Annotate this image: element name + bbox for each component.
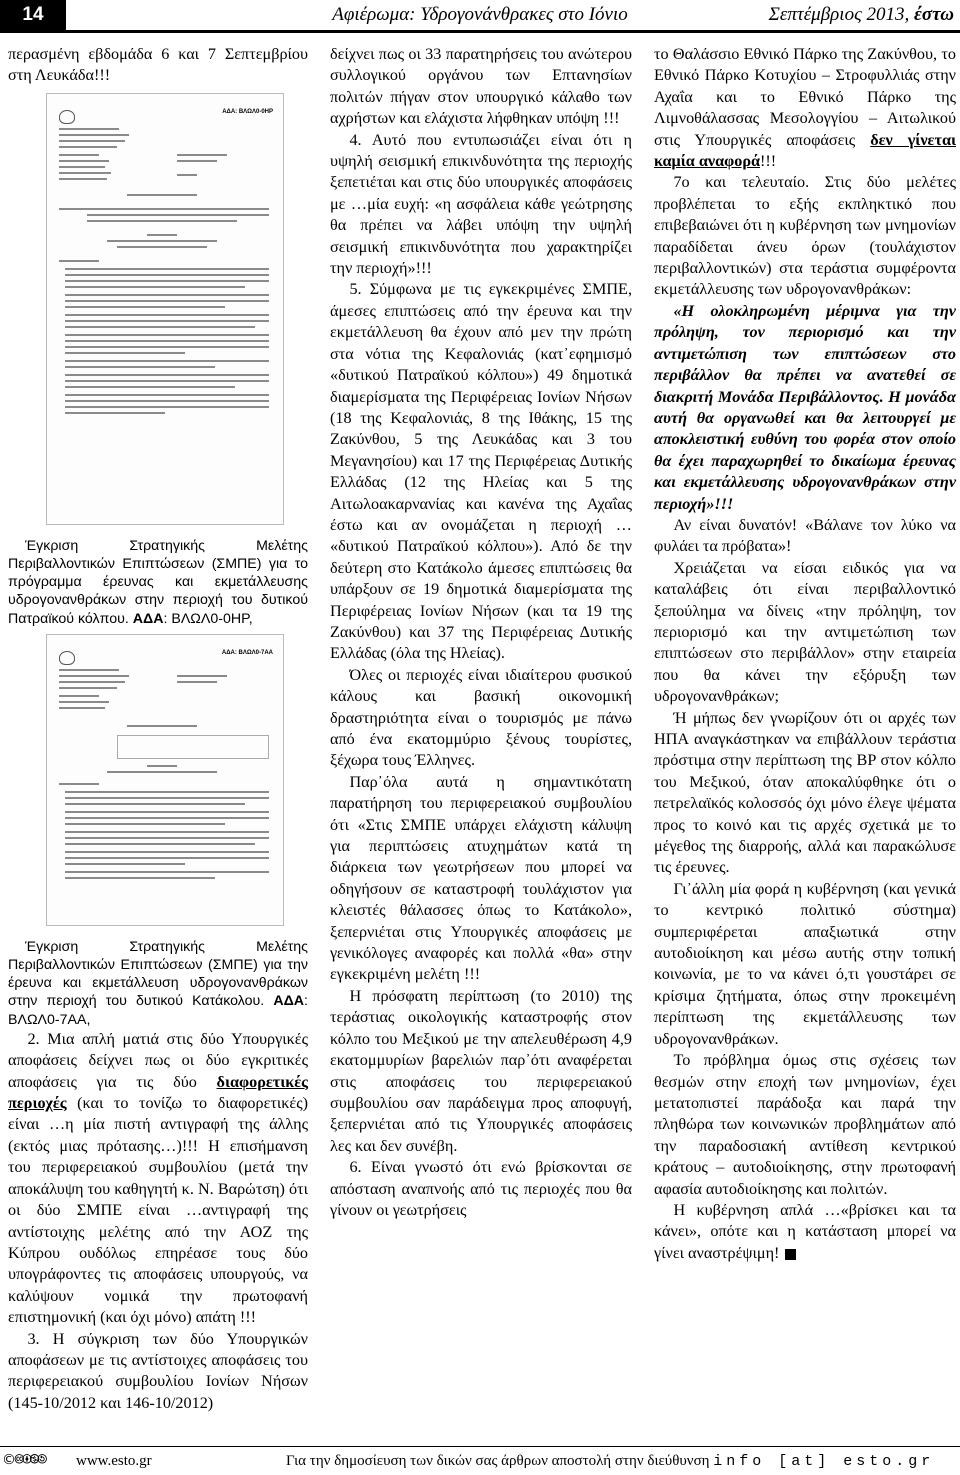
paragraph: Γι᾽άλλη μία φορά η κυβέρνηση (και γενικά το κεντρικό πολιτικό σύστημα) συμπεριφέρεται απαξιωτικά στην αυτοδιοίκηση και μέσω αυτής στην τοπική κοινωνία, με το να κάνει ό,τι γουστάρει σε κρίσιμα ζητήματα, όπως στην προκειμένη περίπτωση της εκμετάλλευσης των υδρογονανθράκων.	[654, 879, 956, 1048]
page-number: 14	[0, 0, 66, 30]
page-footer	[0, 1446, 960, 1475]
column-left	[8, 44, 308, 1414]
ada-stamp: ΑΔΑ: ΒΛΩΛ0-0ΗΡ	[222, 108, 273, 115]
figure-caption-2: Έγκριση Στρατηγικής Μελέτης Περιβαλλοντικών Επιπτώσεων (ΣΜΠΕ) για την έρευνα και εκμετάλλευση υδρογονανθράκων στην περιοχή του δυτικού Κατάκολου. ΑΔΑ: ΒΛΩΛ0-7ΑΑ,	[8, 938, 308, 1028]
paragraph: περασμένη εβδομάδα 6 και 7 Σεπτεμβρίου στη Λευκάδα!!!	[8, 45, 308, 85]
paragraph: το Θαλάσσιο Εθνικό Πάρκο της Ζακύνθου, το Εθνικό Πάρκο Κοτυχίου – Στροφυλλιάς στην Αχαΐα και το Εθνικό Πάρκο της Λιμνοθάλασσας Μεσολογγίου – Αιτωλικού στις Υπουργικές αποφάσεις δεν γίνεται καμία αναφορά!!!	[654, 45, 956, 171]
paragraph: Αν είναι δυνατόν! «Βάλανε τον λύκο να φυλάει τα πρόβατα»!	[654, 515, 956, 556]
paragraph: 3. Η σύγκριση των δύο Υπουργικών αποφάσεων με τις αντίστοιχες αποφάσεις του περιφερειακού συμβουλίου Ιονίων Νήσων (145-10/2012 και 146-10/2012)	[8, 1329, 308, 1412]
paragraph: 2. Μια απλή ματιά στις δύο Υπουργικές αποφάσεις δείχνει πως οι δύο εγκριτικές αποφάσεις για τις δύο διαφορετικές περιοχές (και το τονίζω το διαφορετικές) είναι …η μία πιστή αντιγραφή της άλλης (εκτός μιας πρότασης…)!!! Η επισήμανση του περιφερειακού συμβουλίου (μετά την αποκάλυψη του καθηγητή κ. Ν. Βαρώτση) ότι οι δύο ΣΜΠΕ είναι …αντιγραφή της αντίστοιχης μελέτης από την ΑΟΖ της Κύπρου ουδόλως επηρέασε τους δύο υπογράφοντες τις αποφάσεις υπουργούς, να καλύψουν νομικά την πρωτοφανή επιστημονική (και όχι μόνο) απάτη !!!	[8, 1029, 308, 1327]
site-link[interactable]: www.esto.gr	[76, 1453, 152, 1469]
publication-name: έστω	[914, 4, 954, 25]
emblem-icon	[59, 110, 75, 124]
paragraph: 7ο και τελευταίο. Στις δύο μελέτες προβλέπεται το εξής εκπληκτικό που επιβεβαιώνει ότι η κυβέρνηση των μνημονίων παραδίδεται άνευ όρων (τουλάχιστον περιβαλλοντικών) στα τεράστια συμφέροντα εκμετάλλευσης των υδρογονανθράκων:	[654, 173, 956, 299]
creative-commons-icon: ©🅭🅯🄏🄎	[2, 1452, 46, 1468]
paragraph: 4. Αυτό που εντυπωσιάζει είναι ότι η υψηλή σεισμική επικινδυνότητα της περιοχής ξεπετιέται και στις δύο υπουργικές αποφάσεις με …μία ευχή: «η ασφάλεια κάθε γεώτρησης θα πρέπει να λάβει υπόψη την υψηλή σεισμική επικινδυνότητα που χαρακτηρίζει την περιοχή»!!!	[330, 130, 632, 278]
paragraph: Το πρόβλημα όμως στις σχέσεις των θεσμών στην εποχή των μνημονίων, έχει μετατοπιστεί παράδοξα και παρά την πληθώρα των κοινωνικών προβλημάτων από την παραδοσιακή αντίθεση κεντρικού κράτους – αυτοδιοίκησης, στην πρωτοφανή αφασία αυτοδιοίκησης και πολιτών.	[654, 1051, 956, 1198]
paragraph: 6. Είναι γνωστό ότι ενώ βρίσκονται σε απόσταση αναπνοής από τις περιοχές που θα γίνουν οι γεωτρήσεις	[330, 1158, 632, 1219]
emblem-icon	[59, 651, 75, 665]
issue-date: Σεπτέμβριος 2013,	[768, 4, 915, 25]
document-scan-2	[46, 634, 284, 926]
paragraph: Παρ᾽όλα αυτά η σημαντικότατη παρατήρηση του περιφερειακού συμβουλίου ότι «Στις ΣΜΠΕ υπάρχει ελάχιστη κάλυψη για περιπτώσεις ατυχημάτων κατά τη διάρκεια των γεωτρήσεων που μπορεί να οδηγήσουν σε καταστροφή τουλάχιστον για κλειστές θάλασσες όπως το Κατάκολο», ξεπερνιέται στις Υπουργικές αποφάσεις με γενικόλογες αναφορές και πολλά «θα» στην εγκεκριμένη μελέτη !!!	[330, 772, 632, 984]
footer-note: Για την δημοσίευση των δικών σας άρθρων αποστολή στην διεύθυνση info [at] esto.gr	[286, 1453, 935, 1470]
paragraph: 5. Σύμφωνα με τις εγκεκριμένες ΣΜΠΕ, άμεσες επιπτώσεις από την έρευνα και την εκμετάλλευση θα έχουν από μεν την πρώτη στα νότια της Κεφαλονιάς (κατ᾽εφημισμό «δυτικού Πατραϊκού κόλπου») 49 δημοτικά διαμερίσματα της Περιφέρειας Ιονίων Νήσων (18 της Κεφαλονιάς, 8 της Ιθάκης, 15 της Ζακύνθου, 5 της Λευκάδας και 3 του Μεγανησίου) και 17 της Περιφέρειας Δυτικής Ελλάδας (12 της Ηλείας και 5 της Αιτωλοακαρνανίας και κανένα της Αχαΐας έστω και αν ονομάζεται η περιοχή … «δυτικού Πατραϊκού κόλπου»). Από δε την δεύτερη στο Κατάκολο άμεσες επιπτώσεις θα υπάρξουν σε 19 δημοτικά διαμερίσματα της Περιφέρειας Ιονίων Νήσων (και τα 19 της Ζακύνθου) και 37 της Περιφέρειας Δυτικής Ελλάδας (όλα της Ηλείας).	[330, 280, 632, 663]
paragraph: Η πρόσφατη περίπτωση (το 2010) της τεράστιας οικολογικής καταστροφής στον κόλπο του Μεξικού με την απελευθέρωση 4,9 εκατομμυρίων βαρελιών παρ᾽ότι αναφέρεται στις αποφάσεις του περιφερειακού συμβουλίου σαν παράδειγμα προς αποφυγή, ξεπερνιέται από τις Υπουργικές αποφάσεις λες και δεν συνέβη.	[330, 986, 632, 1155]
section-title: Αφιέρωμα: Υδρογονάνθρακες στο Ιόνιο	[332, 4, 628, 25]
end-mark-icon	[785, 1249, 796, 1260]
column-right	[654, 44, 956, 1264]
paragraph: Ή μήπως δεν γνωρίζουν ότι οι αρχές των ΗΠΑ αναγκάστηκαν να επιβάλλουν τεράστια πρόστιμα στην περίπτωση της BP στον κόλπο του Μεξικού, όταν αποκαλύφθηκε ότι ο πετρελαϊκός κολοσσός όχι μόνο έλεγε ψέματα προς το κοινό και τις αρχές σχετικά με το μέγεθος της διαρροής, αλλά και παρακώλυσε τις έρευνες.	[654, 708, 956, 877]
paragraph: Η κυβέρνηση απλά …«βρίσκει και τα κάνει», οπότε και η κατάσταση μπορεί να γίνει αναστρέψιμη!	[654, 1200, 956, 1262]
page-header	[0, 0, 960, 33]
highlighted-quote: «Η ολοκληρωμένη μέριμνα για την πρόληψη, τον περιορισμό και την αντιμετώπιση των επιπτώσεων στο περιβάλλον θα πρέπει να ανατεθεί σε διακριτή Μονάδα Περιβάλλοντος. Η μονάδα αυτή θα οργανωθεί και θα λειτουργεί με αποκλειστική ευθύνη του φορέα στον οποίο θα έχει παραχωρηθεί το δικαίωμα έρευνας και εκμετάλλευσης υδρογονανθράκων στην περιοχή»!!!	[654, 301, 956, 513]
ada-stamp: ΑΔΑ: ΒΛΩΛ0-7ΑΑ	[221, 649, 273, 656]
issue-info	[769, 4, 954, 26]
figure-caption-1: Έγκριση Στρατηγικής Μελέτης Περιβαλλοντικών Επιπτώσεων (ΣΜΠΕ) για το πρόγραμμα έρευνας και εκμετάλλευσης υδρογονανθράκων στην περιοχή του δυτικού Πατραϊκού κόλπου. ΑΔΑ: ΒΛΩΛ0-0ΗΡ,	[8, 537, 308, 627]
document-scan-1	[46, 93, 284, 525]
contact-email[interactable]: info [at] esto.gr	[713, 1453, 935, 1470]
paragraph: Χρειάζεται να είσαι ειδικός για να καταλάβεις ότι είναι περιβαλλοντικό ξεπούλημα να δίνεις «την πρόληψη, τον περιορισμό και την αντιμετώπιση των επιπτώσεων στο περιβάλλον» στην εταιρεία που θα κάνει την εξόρυξη των υδρογονανθράκων;	[654, 558, 956, 706]
paragraph: Όλες οι περιοχές είναι ιδιαίτερου φυσικού κάλους και βασική οικονομική δραστηριότητα είναι ο τουρισμός με πάνω από ένα εκατομμύριο ξένους τουρίστες, ξέχωρα τους Έλληνες.	[330, 665, 632, 770]
paragraph: δείχνει πως οι 33 παρατηρήσεις του ανώτερου συλλογικού οργάνου των Επτανησίων πολιτών πήγαν στον υπουργικό κάλαθο των αχρήστων και ελάχιστα λήφθηκαν υπόψη !!!	[330, 45, 632, 128]
column-middle	[330, 44, 632, 1221]
